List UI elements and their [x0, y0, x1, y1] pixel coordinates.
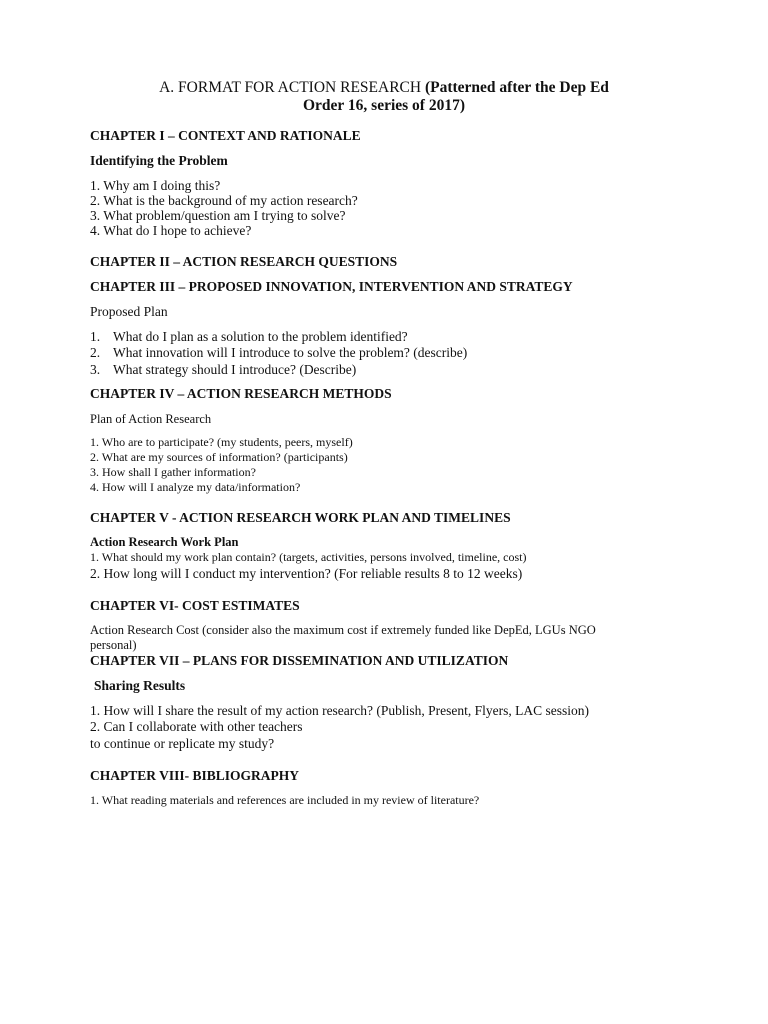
chapter-3-item — [90, 329, 408, 345]
chapter-4-item: 1. Who are to participate? (my students, peers, myself) — [90, 435, 353, 449]
chapter-4-subheading: Plan of Action Research — [90, 412, 212, 426]
list-item-text: What strategy should I introduce? (Describe) — [113, 362, 357, 377]
chapter-3-heading: CHAPTER III – PROPOSED INNOVATION, INTERVENTION AND STRATEGY — [90, 279, 573, 294]
list-number: 1. — [90, 329, 101, 344]
chapter-3-subheading: Proposed Plan — [90, 304, 168, 319]
document-title-line-2 — [90, 97, 678, 115]
title-plain-text: A. FORMAT FOR ACTION RESEARCH — [159, 79, 425, 96]
list-number: 3. — [90, 362, 101, 377]
chapter-8-item: 1. What reading materials and references are included in my review of literature? — [90, 793, 480, 807]
chapter-5-item: 2. How long will I conduct my intervention? (For reliable results 8 to 12 weeks) — [90, 566, 523, 581]
chapter-6-text: personal) — [90, 638, 137, 652]
chapter-7-item: to continue or replicate my study? — [90, 736, 275, 751]
list-item-text: What do I plan as a solution to the problem identified? — [113, 329, 408, 344]
chapter-6-text: Action Research Cost (consider also the maximum cost if extremely funded like DepEd, LGUs NGO — [90, 623, 596, 637]
chapter-5-item: 1. What should my work plan contain? (targets, activities, persons involved, timeline, cost) — [90, 550, 527, 564]
chapter-1-item: 3. What problem/question am I trying to solve? — [90, 208, 346, 223]
list-item-text: What innovation will I introduce to solve the problem? (describe) — [113, 345, 468, 360]
chapter-3-item — [90, 345, 467, 361]
chapter-7-item: 1. How will I share the result of my action research? (Publish, Present, Flyers, LAC session) — [90, 703, 590, 718]
chapter-1-heading: CHAPTER I – CONTEXT AND RATIONALE — [90, 128, 361, 143]
chapter-8-heading: CHAPTER VIII- BIBLIOGRAPHY — [90, 768, 300, 783]
chapter-1-item: 2. What is the background of my action research? — [90, 193, 358, 208]
chapter-5-subheading: Action Research Work Plan — [90, 535, 239, 549]
list-number: 2. — [90, 345, 101, 360]
chapter-4-heading: CHAPTER IV – ACTION RESEARCH METHODS — [90, 386, 392, 401]
chapter-7-subheading: Sharing Results — [94, 678, 186, 693]
chapter-6-heading: CHAPTER VI- COST ESTIMATES — [90, 598, 300, 613]
chapter-1-item: 4. What do I hope to achieve? — [90, 223, 252, 238]
title-bold-text: (Patterned after the Dep Ed — [424, 79, 609, 96]
chapter-1-item: 1. Why am I doing this? — [90, 178, 221, 193]
chapter-1-subheading: Identifying the Problem — [90, 153, 228, 168]
chapter-4-item: 2. What are my sources of information? (participants) — [90, 450, 348, 464]
chapter-4-item: 4. How will I analyze my data/information? — [90, 480, 301, 494]
chapter-4-item: 3. How shall I gather information? — [90, 465, 256, 479]
chapter-7-item: 2. Can I collaborate with other teachers — [90, 719, 303, 734]
chapter-7-heading: CHAPTER VII – PLANS FOR DISSEMINATION AND UTILIZATION — [90, 653, 509, 668]
chapter-5-heading: CHAPTER V - ACTION RESEARCH WORK PLAN AND TIMELINES — [90, 510, 511, 525]
title-bold-text-2: Order 16, series of 2017) — [303, 97, 465, 114]
document-title-line-1 — [90, 79, 678, 97]
chapter-3-item — [90, 362, 356, 378]
chapter-2-heading: CHAPTER II – ACTION RESEARCH QUESTIONS — [90, 254, 398, 269]
